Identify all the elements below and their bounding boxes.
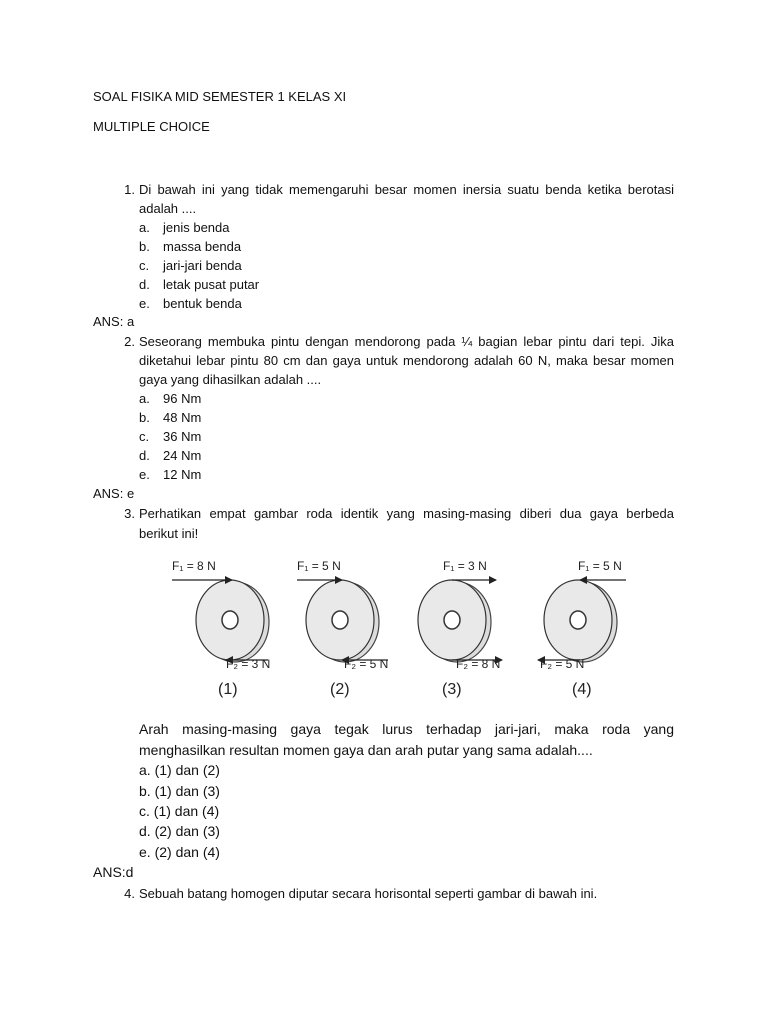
q1-option-text: bentuk benda	[163, 296, 242, 311]
question-2-text-line-2: diketahui lebar pintu 80 cm dan gaya untuk mendorong adalah 60 N, maka besar momen	[139, 353, 674, 368]
question-2-text-line-1: Seseorang membuka pintu dengan mendorong pada ¼ bagian lebar pintu dari tepi. Jika	[139, 334, 674, 349]
wheels-figure	[160, 556, 640, 706]
q1-option-label: d.	[139, 277, 150, 292]
wheel-3-force-1-label: F₁ = 3 N	[443, 559, 487, 573]
question-3-answer: ANS:d	[93, 864, 134, 880]
wheel-2-number: (2)	[330, 681, 350, 698]
q2-option-text: 36 Nm	[163, 429, 202, 444]
q2-option-text: 12 Nm	[163, 467, 202, 482]
wheel-4-force-1-label: F₁ = 5 N	[578, 559, 622, 573]
wheel-2	[297, 559, 388, 698]
wheel-3-force-2-label: F₂ = 8 N	[456, 657, 501, 671]
question-3-text-line-3: Arah masing-masing gaya tegak lurus terhadap jari-jari, maka roda yang	[139, 721, 674, 737]
q1-option-text: jari-jari benda	[163, 258, 242, 273]
q1-option-text: massa benda	[163, 239, 242, 254]
wheel-1-force-2-label: F₂ = 3 N	[226, 657, 271, 671]
question-3-text-line-4: menghasilkan resultan momen gaya dan arah putar yang sama adalah....	[139, 742, 593, 758]
question-1-answer: ANS: a	[93, 314, 135, 329]
q1-option-label: e.	[139, 296, 150, 311]
q1-option-label: b.	[139, 239, 150, 254]
question-1-text-line-2: adalah ....	[139, 201, 197, 216]
q3-option: b. (1) dan (3)	[139, 783, 220, 799]
question-4-text-line-1: Sebuah batang homogen diputar secara horisontal seperti gambar di bawah ini.	[139, 886, 598, 901]
question-3-text-line-2: berikut ini!	[139, 526, 199, 541]
wheel-1-number: (1)	[218, 681, 238, 698]
q1-option-label: a.	[139, 220, 150, 235]
wheel-2-force-2-label: F₂ = 5 N	[344, 657, 389, 671]
q2-option-text: 24 Nm	[163, 448, 202, 463]
section-heading: MULTIPLE CHOICE	[93, 119, 210, 134]
question-3-text-line-1: Perhatikan empat gambar roda identik yang masing-masing diberi dua gaya berbeda	[139, 506, 674, 521]
wheel-4	[538, 559, 626, 698]
q3-option: a. (1) dan (2)	[139, 762, 220, 778]
question-4-number: 4.	[124, 886, 135, 901]
q1-option-label: c.	[139, 258, 150, 273]
question-2-number: 2.	[124, 334, 135, 349]
q2-option-text: 96 Nm	[163, 391, 202, 406]
q3-option: e. (2) dan (4)	[139, 844, 220, 860]
question-2-text-line-3: gaya yang dihasilkan adalah ....	[139, 372, 322, 387]
q1-option-text: letak pusat putar	[163, 277, 260, 292]
q2-option-text: 48 Nm	[163, 410, 202, 425]
question-2-answer: ANS: e	[93, 486, 135, 501]
wheel-3-number: (3)	[442, 681, 462, 698]
wheel-4-force-2-label: F₂ = 5 N	[540, 657, 585, 671]
q1-option-text: jenis benda	[163, 220, 230, 235]
q2-option-label: e.	[139, 467, 150, 482]
q2-option-label: d.	[139, 448, 150, 463]
wheel-3	[418, 559, 502, 698]
q3-option: c. (1) dan (4)	[139, 803, 220, 819]
wheel-2-force-1-label: F₁ = 5 N	[297, 559, 341, 573]
wheel-1	[172, 559, 270, 698]
q3-option: d. (2) dan (3)	[139, 823, 220, 839]
document-title: SOAL FISIKA MID SEMESTER 1 KELAS XI	[93, 89, 347, 104]
q2-option-label: c.	[139, 429, 150, 444]
q2-option-label: b.	[139, 410, 150, 425]
q2-option-label: a.	[139, 391, 150, 406]
wheel-4-number: (4)	[572, 681, 592, 698]
question-3-number: 3.	[124, 506, 135, 521]
wheel-1-force-1-label: F₁ = 8 N	[172, 559, 216, 573]
question-1-text-line-1: Di bawah ini yang tidak memengaruhi besar momen inersia suatu benda ketika berotasi	[139, 182, 674, 197]
question-1-number: 1.	[124, 182, 135, 197]
